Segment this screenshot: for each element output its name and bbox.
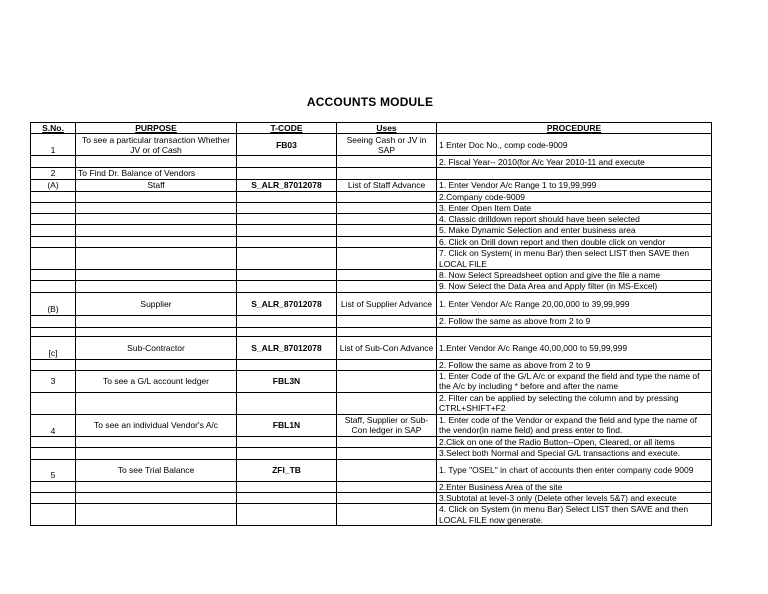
empty-cell [337, 270, 437, 281]
purpose-cell: To see an individual Vendor's A/c [76, 414, 237, 436]
table-row [31, 214, 712, 225]
procedure-cell: 1 Enter Doc No., comp code-9009 [437, 134, 712, 156]
empty-cell [31, 281, 76, 292]
procedure-cell: 2.Click on one of the Radio Button--Open, Cleared, or all items [437, 436, 712, 447]
empty-cell [237, 327, 337, 336]
table-row [31, 336, 712, 359]
table-row [31, 481, 712, 492]
empty-cell [337, 459, 437, 481]
empty-cell [31, 327, 76, 336]
empty-cell [31, 236, 76, 247]
procedure-cell: 9. Now Select the Data Area and Apply filter (in MS-Excel) [437, 281, 712, 292]
procedure-cell: 2. Follow the same as above from 2 to 9 [437, 359, 712, 370]
empty-cell [31, 225, 76, 236]
empty-cell [237, 504, 337, 526]
table-row [31, 436, 712, 447]
uses-cell: Seeing Cash or JV in SAP [337, 134, 437, 156]
uses-cell: List of Sub-Con Advance [337, 336, 437, 359]
col-header-purpose: PURPOSE [76, 123, 237, 134]
empty-cell [31, 392, 76, 414]
table-row [31, 504, 712, 526]
empty-cell [31, 492, 76, 503]
empty-cell [76, 248, 237, 270]
empty-cell [76, 236, 237, 247]
purpose-cell: Sub-Contractor [76, 336, 237, 359]
empty-cell [337, 214, 437, 225]
accounts-table [30, 122, 712, 526]
table-row [31, 134, 712, 156]
tcode-cell: S_ALR_87012078 [237, 179, 337, 191]
procedure-cell: 2. Filter can be applied by selecting the column and by pressing CTRL+SHIFT+F2 [437, 392, 712, 414]
empty-cell [337, 281, 437, 292]
empty-cell [31, 191, 76, 202]
empty-cell [337, 436, 437, 447]
purpose-cell: To Find Dr. Balance of Vendors [76, 168, 237, 179]
empty-cell [237, 392, 337, 414]
procedure-cell: 1.Enter Vendor A/c Range 40,00,000 to 59,99,999 [437, 336, 712, 359]
empty-cell [76, 270, 237, 281]
procedure-cell: 4. Classic drilldown report should have been selected [437, 214, 712, 225]
empty-cell [237, 248, 337, 270]
table-row [31, 248, 712, 270]
col-header-tcode: T-CODE [237, 123, 337, 134]
empty-cell [31, 214, 76, 225]
procedure-cell: 3. Enter Open Item Date [437, 202, 712, 213]
table-row [31, 281, 712, 292]
procedure-cell: 1. Enter Code of the G/L A/c or expand the field and type the name of the A/c by including * before and after the name [437, 370, 712, 392]
table-row [31, 191, 712, 202]
empty-cell [337, 156, 437, 168]
procedure-cell: 7. Click on System( in menu Bar) then select LIST then SAVE then LOCAL FILE [437, 248, 712, 270]
empty-cell [76, 448, 237, 459]
empty-cell [31, 481, 76, 492]
procedure-cell: 1. Enter Vendor A/c Range 20,00,000 to 39,99,999 [437, 292, 712, 315]
procedure-cell: 3.Select both Normal and Special G/L transactions and execute. [437, 448, 712, 459]
empty-cell [31, 315, 76, 327]
page-title: ACCOUNTS MODULE [306, 95, 434, 109]
tcode-cell: ZFI_TB [237, 459, 337, 481]
empty-cell [237, 481, 337, 492]
empty-cell [337, 448, 437, 459]
purpose-cell: To see a particular transaction Whether JV or of Cash [76, 134, 237, 156]
table-row [31, 292, 712, 315]
purpose-cell: To see Trial Balance [76, 459, 237, 481]
empty-cell [76, 392, 237, 414]
procedure-cell: 2. Follow the same as above from 2 to 9 [437, 315, 712, 327]
empty-cell [337, 392, 437, 414]
empty-cell [76, 214, 237, 225]
table-row [31, 270, 712, 281]
empty-cell [337, 202, 437, 213]
table-row [31, 168, 712, 179]
empty-cell [237, 191, 337, 202]
empty-cell [31, 202, 76, 213]
procedure-cell: 2.Enter Business Area of the site [437, 481, 712, 492]
sno-cell: 4 [31, 414, 76, 436]
empty-cell [237, 315, 337, 327]
empty-cell [237, 236, 337, 247]
empty-cell [76, 492, 237, 503]
sno-cell: 1 [31, 134, 76, 156]
empty-cell [237, 270, 337, 281]
empty-cell [76, 436, 237, 447]
sno-cell: 5 [31, 459, 76, 481]
table-row [31, 370, 712, 392]
col-header-uses: Uses [337, 123, 437, 134]
tcode-cell: FB03 [237, 134, 337, 156]
purpose-cell: Staff [76, 179, 237, 191]
procedure-cell: 1. Enter Vendor A/c Range 1 to 19,99,999 [437, 179, 712, 191]
procedure-cell: 4. Click on System (in menu Bar) Select LIST then SAVE and then LOCAL FILE now generate. [437, 504, 712, 526]
empty-cell [31, 448, 76, 459]
empty-cell [337, 481, 437, 492]
empty-cell [76, 359, 237, 370]
empty-cell [76, 327, 237, 336]
empty-cell [337, 359, 437, 370]
empty-cell [337, 191, 437, 202]
empty-cell [337, 492, 437, 503]
table-row [31, 392, 712, 414]
procedure-cell: 5. Make Dynamic Selection and enter business area [437, 225, 712, 236]
empty-cell [237, 492, 337, 503]
empty-cell [76, 315, 237, 327]
table-row [31, 156, 712, 168]
empty-cell [337, 327, 437, 336]
table-row [31, 492, 712, 503]
uses-cell: List of Staff Advance [337, 179, 437, 191]
table-row [31, 459, 712, 481]
procedure-cell: 2. Fiscal Year-- 2010(for A/c Year 2010-11 and execute [437, 156, 712, 168]
tcode-cell: S_ALR_87012078 [237, 336, 337, 359]
empty-cell [76, 202, 237, 213]
tcode-cell: S_ALR_87012078 [237, 292, 337, 315]
empty-cell [237, 168, 337, 179]
empty-cell [237, 281, 337, 292]
sno-cell: (A) [31, 179, 76, 191]
empty-cell [31, 248, 76, 270]
header-row [31, 123, 712, 134]
procedure-cell: 1. Type "OSEL" in chart of accounts then enter company code 9009 [437, 459, 712, 481]
empty-cell [337, 315, 437, 327]
sno-cell: 3 [31, 370, 76, 392]
empty-cell [437, 168, 712, 179]
empty-cell [237, 225, 337, 236]
empty-cell [76, 191, 237, 202]
empty-cell [76, 504, 237, 526]
sno-cell: (B) [31, 292, 76, 315]
empty-cell [76, 225, 237, 236]
procedure-cell: 1. Enter code of the Vendor or expand the field and type the name of the vendor(in name field) and press enter to find. [437, 414, 712, 436]
empty-cell [31, 436, 76, 447]
col-header-sno: S.No. [31, 123, 76, 134]
col-header-procedure: PROCEDURE [437, 123, 712, 134]
uses-cell: List of Supplier Advance [337, 292, 437, 315]
empty-cell [31, 156, 76, 168]
table-row [31, 448, 712, 459]
table-row [31, 359, 712, 370]
empty-cell [237, 359, 337, 370]
empty-cell [337, 370, 437, 392]
empty-cell [237, 156, 337, 168]
table-row [31, 202, 712, 213]
empty-cell [237, 436, 337, 447]
procedure-cell: 3.Subtotal at level-3 only (Delete other levels 5&7) and execute [437, 492, 712, 503]
table-row [31, 236, 712, 247]
empty-cell [31, 270, 76, 281]
sno-cell: [c] [31, 336, 76, 359]
table-row [31, 315, 712, 327]
empty-cell [76, 281, 237, 292]
tcode-cell: FBL1N [237, 414, 337, 436]
table-row [31, 179, 712, 191]
empty-cell [31, 359, 76, 370]
purpose-cell: Supplier [76, 292, 237, 315]
empty-cell [337, 225, 437, 236]
procedure-cell: 8. Now Select Spreadsheet option and give the file a name [437, 270, 712, 281]
empty-cell [337, 168, 437, 179]
empty-cell [237, 214, 337, 225]
empty-cell [76, 156, 237, 168]
empty-cell [337, 248, 437, 270]
empty-cell [337, 504, 437, 526]
empty-cell [237, 448, 337, 459]
procedure-cell: 6. Click on Drill down report and then double click on vendor [437, 236, 712, 247]
tcode-cell: FBL3N [237, 370, 337, 392]
empty-cell [437, 327, 712, 336]
empty-cell [337, 236, 437, 247]
sno-cell: 2 [31, 168, 76, 179]
procedure-cell: 2.Company code-9009 [437, 191, 712, 202]
empty-cell [237, 202, 337, 213]
table-row [31, 225, 712, 236]
table-row [31, 327, 712, 336]
purpose-cell: To see a G/L account ledger [76, 370, 237, 392]
table-row [31, 414, 712, 436]
empty-cell [31, 504, 76, 526]
uses-cell: Staff, Supplier or Sub-Con ledger in SAP [337, 414, 437, 436]
empty-cell [76, 481, 237, 492]
